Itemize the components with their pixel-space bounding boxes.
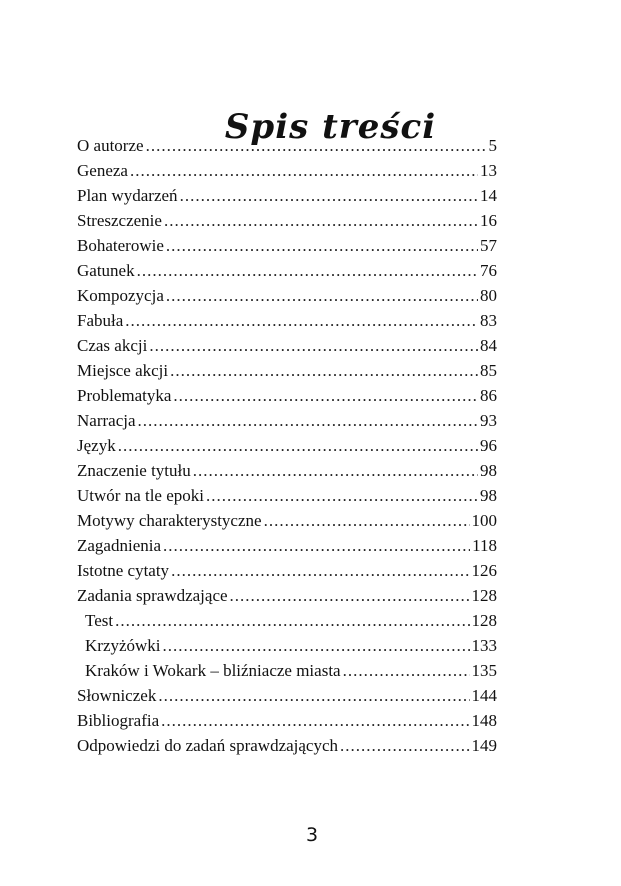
toc-entry — [77, 333, 497, 358]
dot-leader — [180, 183, 478, 208]
toc-entry — [77, 558, 497, 583]
toc-entry-page: 133 — [471, 636, 497, 655]
dot-leader — [206, 483, 478, 508]
toc-entry-page: 86 — [480, 386, 497, 405]
toc-entry-page: 128 — [471, 611, 497, 630]
table-of-contents — [77, 133, 497, 758]
toc-entry — [77, 683, 497, 708]
toc-entry-label: Kompozycja — [77, 286, 164, 305]
toc-entry-label: Istotne cytaty — [77, 561, 170, 580]
toc-entry-label: O autorze — [77, 136, 144, 155]
dot-leader — [173, 383, 478, 408]
toc-entry-label: Test — [85, 611, 114, 630]
toc-entry-page: 126 — [471, 561, 497, 580]
toc-entry-label: Fabuła — [77, 311, 124, 330]
toc-entry-page: 148 — [471, 711, 497, 730]
toc-entry — [77, 533, 497, 558]
toc-entry-label: Utwór na tle epoki — [77, 486, 204, 505]
dot-leader — [164, 208, 478, 233]
page-title: Spis treści — [224, 106, 437, 147]
toc-entry — [77, 433, 497, 458]
page-number: 3 — [305, 824, 319, 846]
toc-entry-label: Problematyka — [77, 386, 172, 405]
toc-entry-page: 85 — [480, 361, 497, 380]
toc-entry — [77, 383, 497, 408]
toc-entry-label: Znaczenie tytułu — [77, 461, 191, 480]
toc-entry — [77, 283, 497, 308]
toc-entry — [77, 483, 497, 508]
dot-leader — [166, 283, 478, 308]
toc-entry-page: 13 — [480, 161, 497, 180]
toc-entry-label: Plan wydarzeń — [77, 186, 178, 205]
toc-entry-label: Miejsce akcji — [77, 361, 169, 380]
toc-subentry — [77, 608, 497, 633]
toc-entry-label: Zagadnienia — [77, 536, 162, 555]
toc-entry — [77, 708, 497, 733]
toc-entry-page: 98 — [480, 461, 497, 480]
dot-leader — [118, 433, 478, 458]
toc-entry-label: Narracja — [77, 411, 136, 430]
toc-entry-page: 76 — [480, 261, 497, 280]
toc-entry-label: Bohaterowie — [77, 236, 164, 255]
toc-entry — [77, 358, 497, 383]
toc-entry-page: 93 — [480, 411, 497, 430]
toc-subentry — [77, 658, 497, 683]
toc-entry — [77, 458, 497, 483]
toc-entry — [77, 133, 497, 158]
toc-entry-label: Motywy charakterystyczne — [77, 511, 262, 530]
toc-entry-page: 135 — [471, 661, 497, 680]
toc-entry-page: 128 — [471, 586, 497, 605]
toc-entry-label: Bibliografia — [77, 711, 160, 730]
toc-entry — [77, 233, 497, 258]
toc-entry — [77, 258, 497, 283]
toc-entry — [77, 508, 497, 533]
toc-entry-label: Czas akcji — [77, 336, 148, 355]
dot-leader — [149, 333, 478, 358]
toc-entry — [77, 208, 497, 233]
toc-entry-page: 83 — [480, 311, 497, 330]
toc-entry — [77, 308, 497, 333]
toc-entry — [77, 733, 497, 758]
toc-subentry — [77, 633, 497, 658]
dot-leader — [130, 158, 478, 183]
toc-entry-page: 84 — [480, 336, 497, 355]
toc-entry-label: Odpowiedzi do zadań sprawdzających — [77, 736, 339, 755]
toc-entry — [77, 408, 497, 433]
dot-leader — [264, 508, 470, 533]
toc-entry-page: 118 — [472, 536, 497, 555]
dot-leader — [230, 583, 470, 608]
dot-leader — [163, 533, 470, 558]
toc-entry-label: Zadania sprawdzające — [77, 586, 228, 605]
toc-entry — [77, 158, 497, 183]
toc-entry-page: 144 — [471, 686, 497, 705]
toc-entry-page: 80 — [480, 286, 497, 305]
dot-leader — [158, 683, 469, 708]
dot-leader — [193, 458, 478, 483]
toc-entry-label: Streszczenie — [77, 211, 162, 230]
toc-entry — [77, 583, 497, 608]
dot-leader — [125, 308, 478, 333]
toc-entry-page: 100 — [471, 511, 497, 530]
toc-entry-label: Krzyżówki — [85, 636, 161, 655]
dot-leader — [340, 733, 469, 758]
dot-leader — [171, 558, 469, 583]
dot-leader — [115, 608, 469, 633]
dot-leader — [146, 133, 487, 158]
dot-leader — [343, 658, 470, 683]
toc-entry-label: Język — [77, 436, 116, 455]
toc-entry-label: Słowniczek — [77, 686, 157, 705]
toc-entry-page: 14 — [480, 186, 497, 205]
dot-leader — [137, 258, 478, 283]
toc-entry-label: Gatunek — [77, 261, 135, 280]
toc-entry-page: 98 — [480, 486, 497, 505]
toc-entry — [77, 183, 497, 208]
toc-entry-page: 16 — [480, 211, 497, 230]
toc-entry-label: Kraków i Wokark – bliźniacze miasta — [85, 661, 341, 680]
toc-entry-page: 57 — [480, 236, 497, 255]
toc-entry-page: 96 — [480, 436, 497, 455]
dot-leader — [161, 708, 469, 733]
toc-entry-page: 5 — [488, 136, 497, 155]
dot-leader — [170, 358, 478, 383]
dot-leader — [138, 408, 478, 433]
toc-entry-label: Geneza — [77, 161, 128, 180]
dot-leader — [163, 633, 470, 658]
toc-entry-page: 149 — [471, 736, 497, 755]
dot-leader — [166, 233, 478, 258]
